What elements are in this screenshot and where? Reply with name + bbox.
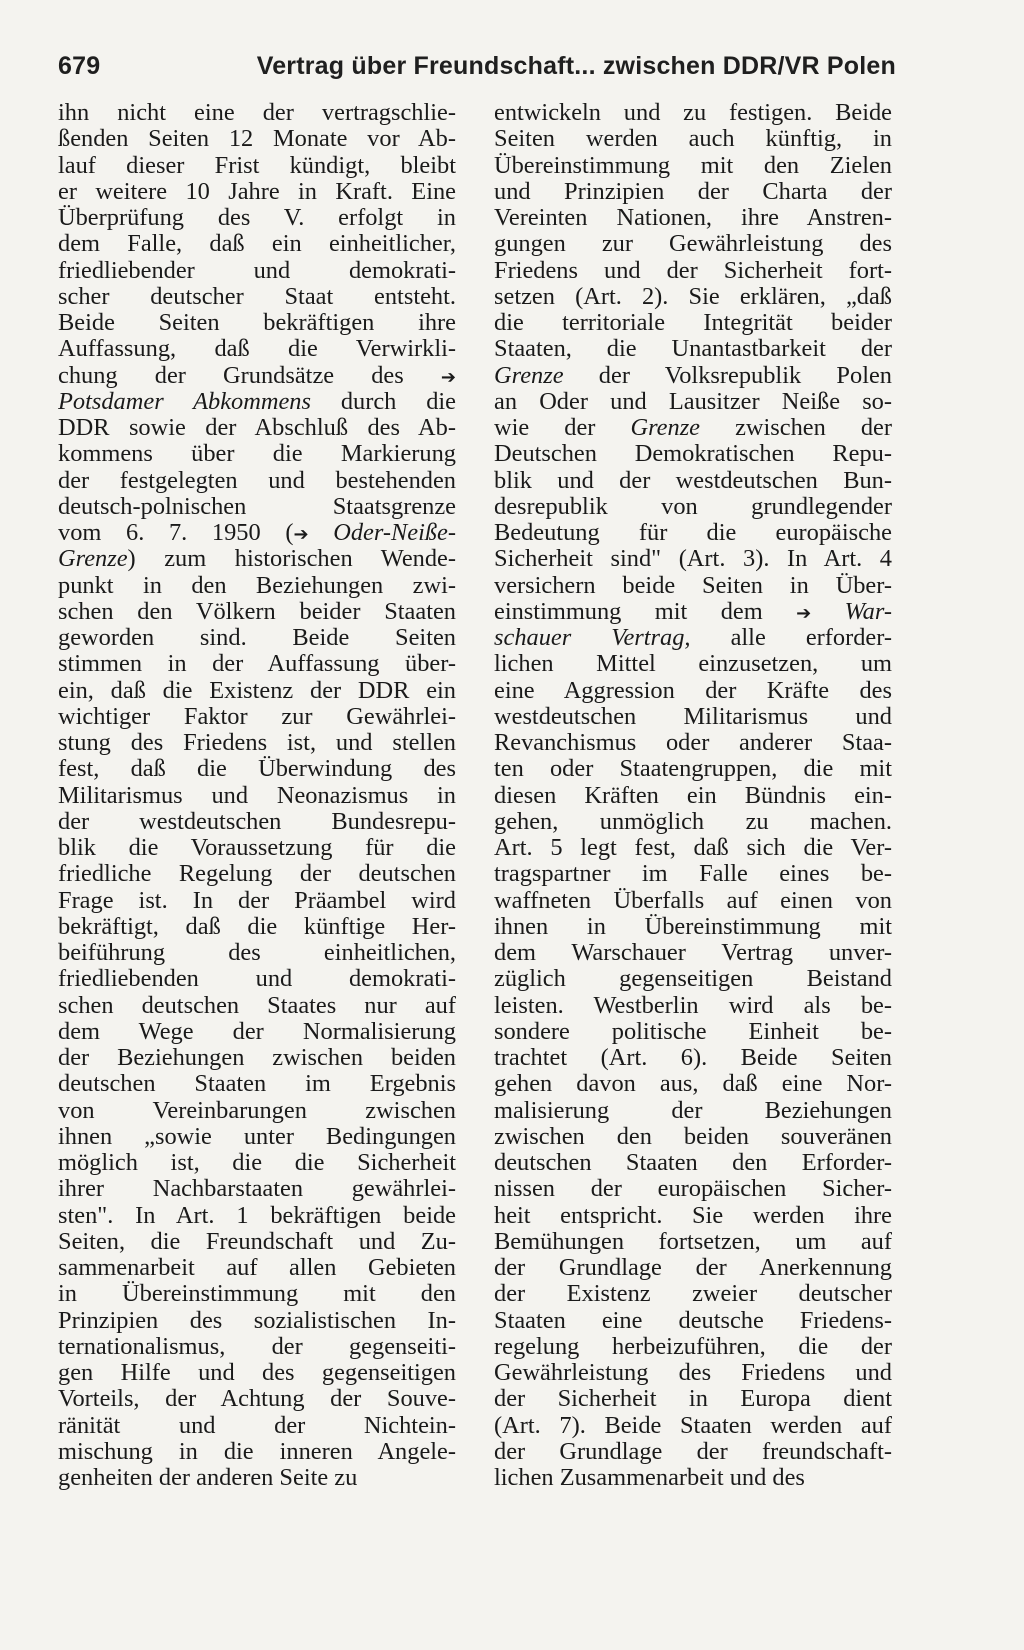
text-line: Staaten eine deutsche Friedens- — [494, 1307, 892, 1334]
text-line: sondere politische Einheit be- — [494, 1018, 892, 1045]
text-line: Auffassung, daß die Verwirkli- — [58, 336, 456, 363]
text-line: dem Wege der Normalisierung — [58, 1018, 456, 1045]
text-line: Art. 5 legt fest, daß sich die Ver- — [494, 835, 892, 861]
text-line: entwickeln und zu festigen. Beide — [494, 100, 892, 126]
text-line: waffneten Überfalls auf einen von — [494, 887, 892, 914]
text-line: setzen (Art. 2). Sie erklären, „daß — [494, 283, 892, 310]
text-line: gungen zur Gewährleistung des — [494, 231, 892, 258]
page-header — [58, 52, 896, 92]
text-line: Friedens und der Sicherheit fort- — [494, 257, 892, 284]
text-line: lichen Zusammenarbeit und des — [494, 1465, 805, 1491]
text-line: zwischen den beiden souveränen — [494, 1123, 892, 1150]
text-line: möglich ist, die die Sicherheit — [58, 1150, 456, 1176]
text-line: und Prinzipien der Charta der — [494, 178, 892, 205]
text-line: ihnen in Übereinstimmung mit — [494, 913, 892, 940]
text-line: leisten. Westberlin wird als be- — [494, 992, 892, 1019]
text-line: Grenze) zum historischen Wende- — [58, 546, 456, 573]
text-line: Übereinstimmung mit den Zielen — [494, 152, 892, 179]
text-line: ßenden Seiten 12 Monate vor Ab- — [58, 126, 456, 153]
text-line: trachtet (Art. 6). Beide Seiten — [494, 1045, 892, 1071]
text-line: schauer Vertrag, alle erforder- — [494, 625, 892, 651]
text-line: Vereinten Nationen, ihre Anstren- — [494, 205, 892, 231]
text-line: Seiten, die Freundschaft und Zu- — [58, 1228, 456, 1255]
text-line: Seiten werden auch künftig, in — [494, 126, 892, 153]
text-line: Prinzipien des sozialistischen In- — [58, 1307, 456, 1334]
text-line: Deutschen Demokratischen Repu- — [494, 441, 892, 468]
text-line: einstimmung mit dem ➔ War- — [494, 598, 892, 625]
text-line: blik die Voraussetzung für die — [58, 835, 456, 861]
text-line: eine Aggression der Kräfte des — [494, 677, 892, 704]
text-line: beiführung des einheitlichen, — [58, 940, 456, 966]
text-line: tragspartner im Falle eines be- — [494, 861, 892, 888]
text-line: deutschen Staaten den Erforder- — [494, 1150, 892, 1176]
text-line: versichern beide Seiten in Über- — [494, 572, 892, 599]
text-line: ternationalismus, der gegenseiti- — [58, 1333, 456, 1360]
text-line: friedliche Regelung der deutschen — [58, 861, 456, 888]
cross-reference-arrow-icon: ➔ — [293, 524, 309, 545]
text-line: dem Warschauer Vertrag unver- — [494, 940, 892, 966]
text-line: lauf dieser Frist kündigt, bleibt — [58, 152, 456, 179]
text-line: der Sicherheit in Europa dient — [494, 1386, 892, 1413]
text-line: bekräftigt, daß die künftige Her- — [58, 913, 456, 940]
text-line: stimmen in der Auffassung über- — [58, 651, 456, 678]
text-line: Sicherheit sind" (Art. 3). In Art. 4 — [494, 546, 892, 573]
text-line: friedliebender und demokrati- — [58, 257, 456, 284]
text-line: fest, daß die Überwindung des — [58, 756, 456, 783]
cross-reference-arrow-icon: ➔ — [796, 602, 812, 624]
text-line: Überprüfung des V. erfolgt in — [58, 205, 456, 231]
text-line: Frage ist. In der Präambel wird — [58, 887, 456, 914]
right-text-column — [494, 100, 892, 1491]
text-line: ihnen „sowie unter Bedingungen — [58, 1123, 456, 1150]
text-line: ten oder Staatengruppen, die mit — [494, 756, 892, 783]
text-line: Bemühungen fortsetzen, um auf — [494, 1228, 892, 1255]
page-number: 679 — [58, 52, 101, 80]
text-line: an Oder und Lausitzer Neiße so- — [494, 388, 892, 415]
text-line: von Vereinbarungen zwischen — [58, 1097, 456, 1124]
text-line: heit entspricht. Sie werden ihre — [494, 1202, 892, 1229]
text-line: deutsch-polnischen Staatsgrenze — [58, 493, 456, 520]
text-line: vom 6. 7. 1950 (➔ Oder-Neiße- — [58, 520, 456, 546]
text-line: westdeutschen Militarismus und — [494, 703, 892, 730]
text-line: Gewährleistung des Friedens und — [494, 1360, 892, 1386]
text-line: Staaten, die Unantastbarkeit der — [494, 336, 892, 363]
text-line: Revanchismus oder anderer Staa- — [494, 730, 892, 756]
text-line: der Beziehungen zwischen beiden — [58, 1045, 456, 1071]
text-line: gen Hilfe und des gegenseitigen — [58, 1360, 456, 1386]
text-line: der Existenz zweier deutscher — [494, 1281, 892, 1308]
text-line: Grenze der Volksrepublik Polen — [494, 362, 892, 389]
text-line: er weitere 10 Jahre in Kraft. Eine — [58, 178, 456, 205]
text-line: wie der Grenze zwischen der — [494, 415, 892, 441]
text-line: sammenarbeit auf allen Gebieten — [58, 1255, 456, 1281]
text-line: gehen davon aus, daß eine Nor- — [494, 1071, 892, 1098]
text-line: Bedeutung für die europäische — [494, 520, 892, 546]
text-line: Vorteils, der Achtung der Souve- — [58, 1386, 456, 1413]
text-line: der westdeutschen Bundesrepu- — [58, 808, 456, 835]
text-line: Potsdamer Abkommens durch die — [58, 388, 456, 415]
text-line: dem Falle, daß ein einheitlicher, — [58, 231, 456, 258]
text-line: desrepublik von grundlegender — [494, 493, 892, 520]
text-line: Militarismus und Neonazismus in — [58, 782, 456, 809]
text-line: schen deutschen Staates nur auf — [58, 992, 456, 1019]
text-line: wichtiger Faktor zur Gewährlei- — [58, 703, 456, 730]
text-line: der Grundlage der Anerkennung — [494, 1255, 892, 1281]
text-line: genheiten der anderen Seite zu — [58, 1465, 358, 1491]
text-line: blik und der westdeutschen Bun- — [494, 467, 892, 494]
text-line: geworden sind. Beide Seiten — [58, 625, 456, 651]
text-line: scher deutscher Staat entsteht. — [58, 283, 456, 310]
text-line: in Übereinstimmung mit den — [58, 1281, 456, 1308]
text-line: stung des Friedens ist, und stellen — [58, 730, 456, 756]
text-line: deutschen Staaten im Ergebnis — [58, 1071, 456, 1098]
text-line: mischung in die inneren Angele- — [58, 1438, 456, 1465]
text-line: der festgelegten und bestehenden — [58, 467, 456, 494]
text-line: regelung herbeizuführen, die der — [494, 1333, 892, 1360]
left-text-column — [58, 100, 456, 1491]
text-line: (Art. 7). Beide Staaten werden auf — [494, 1412, 892, 1439]
text-line: züglich gegenseitigen Beistand — [494, 966, 892, 993]
text-line: DDR sowie der Abschluß des Ab- — [58, 415, 456, 441]
text-line: der Grundlage der freundschaft- — [494, 1438, 892, 1465]
text-line: nissen der europäischen Sicher- — [494, 1176, 892, 1203]
text-line: ihn nicht eine der vertragschlie- — [58, 100, 456, 126]
text-line: die territoriale Integrität beider — [494, 310, 892, 336]
text-line: lichen Mittel einzusetzen, um — [494, 651, 892, 678]
text-line: kommens über die Markierung — [58, 441, 456, 468]
text-line: diesen Kräften ein Bündnis ein- — [494, 782, 892, 809]
text-line: sten". In Art. 1 bekräftigen beide — [58, 1202, 456, 1229]
text-line: malisierung der Beziehungen — [494, 1097, 892, 1124]
text-line: chung der Grundsätze des ➔ — [58, 362, 456, 389]
text-line: schen den Völkern beider Staaten — [58, 598, 456, 625]
text-line: ränität und der Nichtein- — [58, 1412, 456, 1439]
cross-reference-arrow-icon: ➔ — [440, 366, 456, 388]
text-line: gehen, unmöglich zu machen. — [494, 808, 892, 835]
text-line: ihrer Nachbarstaaten gewährlei- — [58, 1176, 456, 1203]
text-line: friedliebenden und demokrati- — [58, 966, 456, 993]
running-title: Vertrag über Freundschaft... zwischen DDR/VR Polen — [256, 52, 896, 80]
text-line: punkt in den Beziehungen zwi- — [58, 572, 456, 599]
text-line: ein, daß die Existenz der DDR ein — [58, 677, 456, 704]
text-line: Beide Seiten bekräftigen ihre — [58, 310, 456, 336]
